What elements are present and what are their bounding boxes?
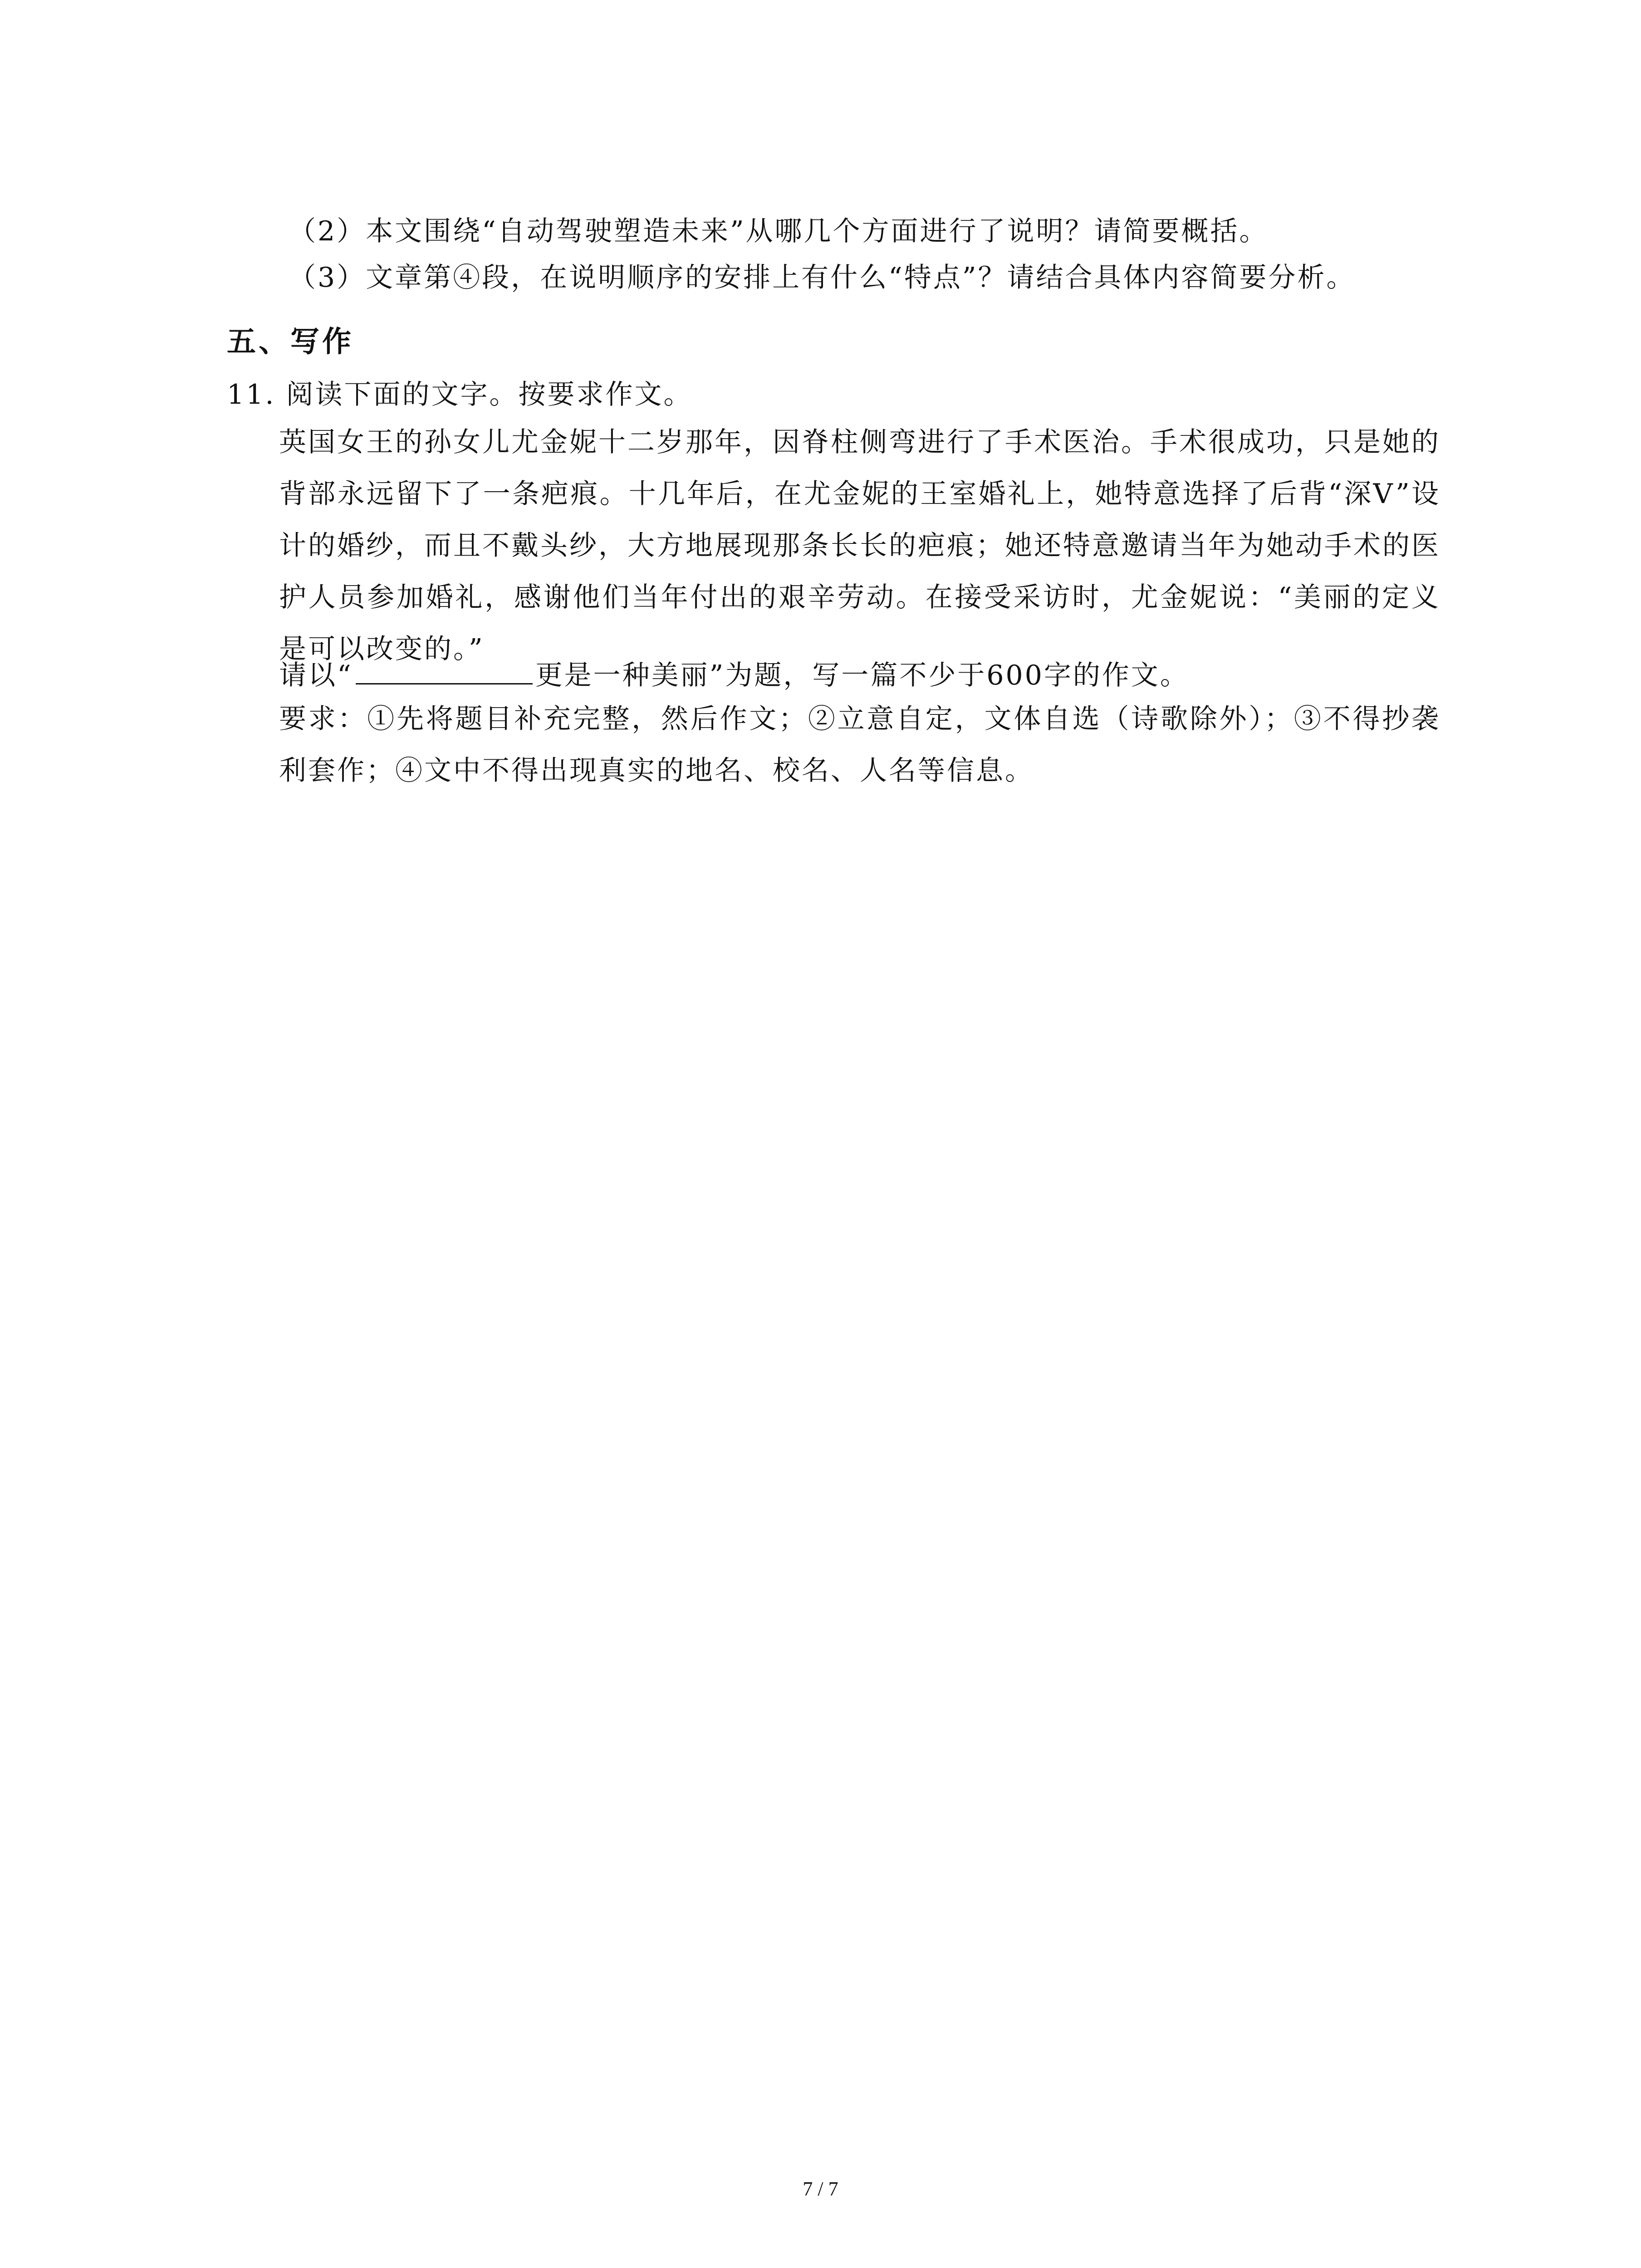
essay-prompt-after: 更是一种美丽”为题，写一篇不少于600字的作文。 (535, 660, 1189, 691)
essay-prompt (279, 656, 1189, 694)
question-11-passage: 英国女王的孙女儿尤金妮十二岁那年，因脊柱侧弯进行了手术医治。手术很成功，只是她的背部永远留下了一条疤痕。十几年后，在尤金妮的王室婚礼上，她特意选择了后背“深V”设计的婚纱，而且不戴头纱，大方地展现那条长长的疤痕；她还特意邀请当年为她动手术的医护人员参加婚礼，感谢他们当年付出的艰辛劳动。在接受采访时，尤金妮说：“美丽的定义是可以改变的。” (279, 426, 1440, 665)
question-3-text: （3）文章第④段，在说明顺序的安排上有什么“特点”？请结合具体内容简要分析。 (289, 262, 1356, 293)
question-2-text: （2）本文围绕“自动驾驶塑造未来”从哪几个方面进行了说明？请简要概括。 (289, 215, 1269, 247)
page-number: 7 / 7 (803, 2178, 838, 2200)
section-title: 五、写作 (227, 325, 354, 359)
essay-prompt-before: 请以“ (279, 660, 353, 691)
essay-requirements: 要求：①先将题目补充完整，然后作文；②立意自定，文体自选（诗歌除外）；③不得抄袭利套作；④文中不得出现真实的地名、校名、人名等信息。 (279, 703, 1440, 787)
question-11-label: 11. 阅读下面的文字。按要求作文。 (227, 379, 693, 411)
title-blank (356, 656, 533, 684)
